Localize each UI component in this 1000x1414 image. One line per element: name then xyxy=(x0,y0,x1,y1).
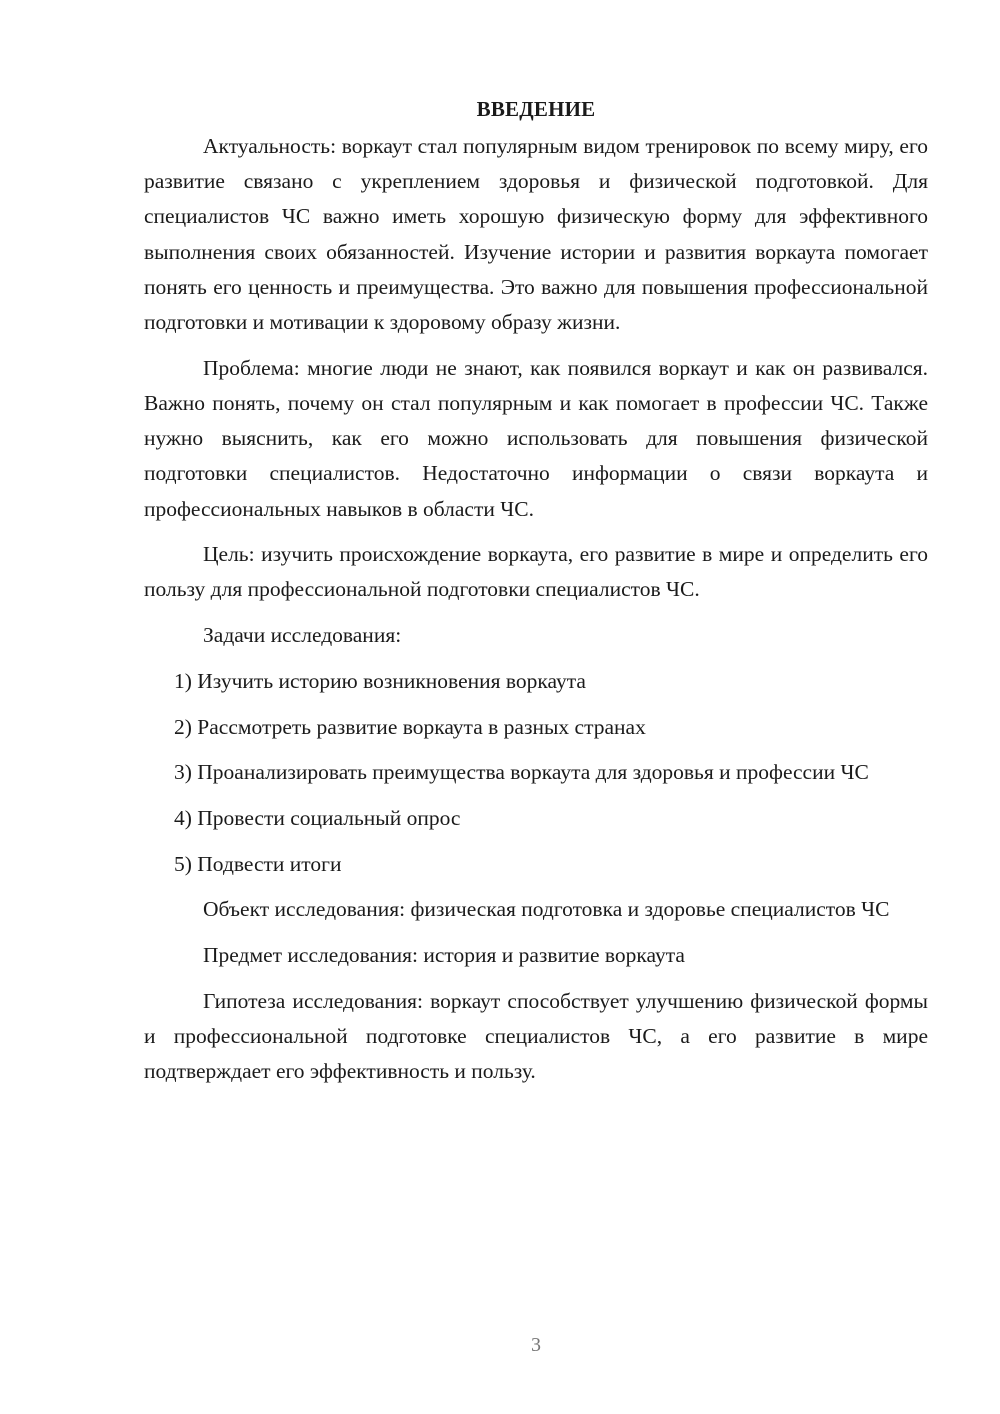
object-paragraph: Объект исследования: физическая подготовка и здоровье специалистов ЧС xyxy=(203,897,890,922)
task-list xyxy=(144,664,928,882)
relevance-paragraph: Актуальность: воркаут стал популярным видом тренировок по всему миру, его развитие связано с укреплением здоровья и физической подготовкой. Для специалистов ЧС важно иметь хорошую физическую форму для эффективного выполнения своих обязанностей. Изучение истории и развития воркаута помогает понять его ценность и преимущества. Это важно для повышения профессиональной подготовки и мотивации к здоровому образу жизни. xyxy=(144,134,928,335)
subject-paragraph: Предмет исследования: история и развитие воркаута xyxy=(203,943,685,968)
task-item: 5) Подвести итоги xyxy=(174,851,342,876)
tasks-heading: Задачи исследования: xyxy=(203,623,402,648)
goal-paragraph: Цель: изучить происхождение воркаута, его развитие в мире и определить его пользу для профессиональной подготовки специалистов ЧС. xyxy=(144,542,928,602)
problem-paragraph: Проблема: многие люди не знают, как появился воркаут и как он развивался. Важно понять, почему он стал популярным и как помогает в профессии ЧС. Также нужно выяснить, как его можно использовать для повышения физической подготовки специалистов. Недостаточно информации о связи воркаута и профессиональных навыков в области ЧС. xyxy=(144,355,928,521)
task-item: 2) Рассмотреть развитие воркаута в разных странах xyxy=(174,714,646,739)
page-number: 3 xyxy=(531,1334,541,1356)
hypothesis-paragraph: Гипотеза исследования: воркаут способствует улучшению физической формы и профессиональной подготовке специалистов ЧС, а его развитие в мире подтверждает его эффективность и пользу. xyxy=(144,988,928,1084)
task-item: 4) Провести социальный опрос xyxy=(174,805,461,830)
task-item: 1) Изучить историю возникновения воркаута xyxy=(174,668,586,693)
task-item: 3) Проанализировать преимущества воркаута для здоровья и профессии ЧС xyxy=(174,760,869,785)
document-page xyxy=(144,92,928,1100)
page-title: ВВЕДЕНИЕ xyxy=(476,97,596,121)
